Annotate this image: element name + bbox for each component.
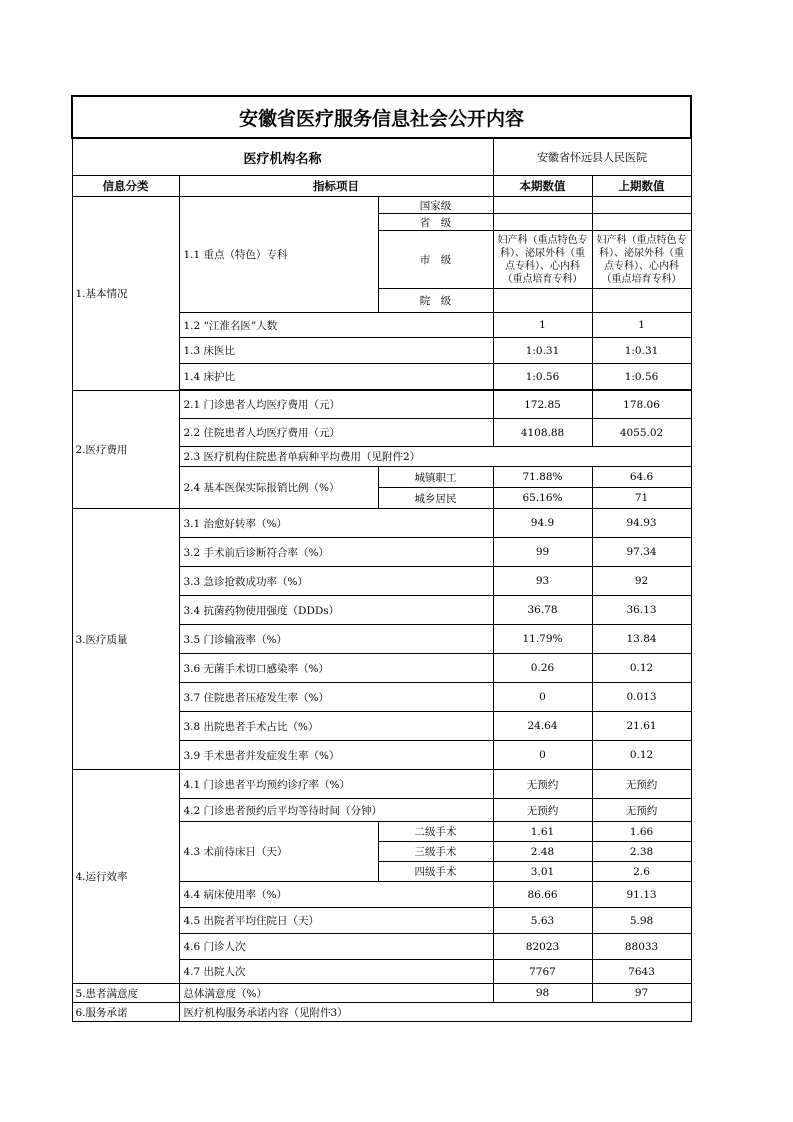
current-value: 3.01 bbox=[493, 862, 592, 882]
category-efficiency: 4.运行效率 bbox=[72, 770, 179, 984]
sublabel: 城乡居民 bbox=[378, 488, 493, 509]
indicator-label: 3.1 治愈好转率（%） bbox=[179, 509, 493, 538]
current-value: 99 bbox=[493, 538, 592, 567]
sublabel: 城镇职工 bbox=[378, 467, 493, 488]
current-value: 妇产科（重点特色专科）、泌尿外科（重点专科）、心内科（重点培育专科） bbox=[497, 234, 588, 285]
indicator-label: 1.3 床医比 bbox=[179, 338, 493, 364]
current-value bbox=[493, 197, 592, 214]
current-value bbox=[493, 289, 592, 313]
institution-label: 医疗机构名称 bbox=[72, 138, 493, 176]
previous-value: 178.06 bbox=[592, 391, 691, 419]
previous-value: 91.13 bbox=[592, 882, 691, 908]
previous-value: 1:0.56 bbox=[592, 364, 691, 390]
current-value: 11.79% bbox=[493, 625, 592, 654]
current-value: 2.48 bbox=[493, 842, 592, 862]
current-value bbox=[493, 214, 592, 231]
indicator-label: 1.4 床护比 bbox=[179, 364, 493, 390]
previous-value: 92 bbox=[592, 567, 691, 596]
current-value: 0 bbox=[493, 683, 592, 712]
current-value: 94.9 bbox=[493, 509, 592, 538]
previous-value: 71 bbox=[592, 488, 691, 509]
category-satisfaction: 5.患者满意度 bbox=[72, 984, 179, 1003]
indicator-label: 3.5 门诊输液率（%） bbox=[179, 625, 493, 654]
indicator-label: 4.5 出院者平均住院日（天） bbox=[179, 908, 493, 934]
institution-name: 安徽省怀远县人民医院 bbox=[493, 138, 691, 176]
previous-value: 2.38 bbox=[592, 842, 691, 862]
header-current: 本期数值 bbox=[493, 176, 592, 197]
indicator-label: 4.1 门诊患者平均预约诊疗率（%） bbox=[179, 770, 493, 799]
previous-value: 0.12 bbox=[592, 654, 691, 683]
current-value: 1:0.56 bbox=[493, 364, 592, 390]
current-value: 7767 bbox=[493, 960, 592, 984]
title-row bbox=[72, 96, 691, 138]
current-value: 82023 bbox=[493, 934, 592, 960]
previous-value: 97.34 bbox=[592, 538, 691, 567]
sublabel: 二级手术 bbox=[378, 822, 493, 842]
current-value: 65.16% bbox=[493, 488, 592, 509]
previous-value: 0.013 bbox=[592, 683, 691, 712]
previous-value: 36.13 bbox=[592, 596, 691, 625]
indicator-label: 医疗机构服务承诺内容（见附件3） bbox=[179, 1003, 691, 1022]
previous-value: 13.84 bbox=[592, 625, 691, 654]
indicator-label: 2.3 医疗机构住院患者单病种平均费用（见附件2） bbox=[179, 447, 691, 467]
current-value: 1.61 bbox=[493, 822, 592, 842]
sublabel: 四级手术 bbox=[378, 862, 493, 882]
category-basic: 1.基本情况 bbox=[72, 197, 179, 391]
indicator-label: 4.3 术前待床日（天） bbox=[179, 822, 378, 882]
category-quality: 3.医疗质量 bbox=[72, 509, 179, 770]
indicator-label: 3.3 急诊抢救成功率（%） bbox=[179, 567, 493, 596]
table-row bbox=[72, 984, 691, 1003]
disclosure-table bbox=[71, 95, 692, 1022]
sublabel: 市 级 bbox=[378, 231, 493, 289]
current-value: 172.85 bbox=[493, 391, 592, 419]
indicator-label: 3.2 手术前后诊断符合率（%） bbox=[179, 538, 493, 567]
current-value: 无预约 bbox=[493, 799, 592, 822]
current-value: 86.66 bbox=[493, 882, 592, 908]
indicator-label: 3.6 无菌手术切口感染率（%） bbox=[179, 654, 493, 683]
indicator-label: 4.2 门诊患者预约后平均等待时间（分钟） bbox=[179, 799, 493, 822]
current-value: 93 bbox=[493, 567, 592, 596]
indicator-label: 2.1 门诊患者人均医疗费用（元） bbox=[179, 391, 493, 419]
sublabel: 国家级 bbox=[378, 197, 493, 214]
current-value: 5.63 bbox=[493, 908, 592, 934]
current-value: 无预约 bbox=[493, 770, 592, 799]
table-row bbox=[72, 770, 691, 799]
indicator-label: 4.4 病床使用率（%） bbox=[179, 882, 493, 908]
current-value: 36.78 bbox=[493, 596, 592, 625]
current-value: 4108.88 bbox=[493, 419, 592, 447]
disclosure-sheet bbox=[71, 95, 690, 1022]
previous-value: 0.12 bbox=[592, 741, 691, 770]
indicator-label: 2.2 住院患者人均医疗费用（元） bbox=[179, 419, 493, 447]
previous-value: 97 bbox=[592, 984, 691, 1003]
header-previous: 上期数值 bbox=[592, 176, 691, 197]
previous-value: 妇产科（重点特色专科）、泌尿外科（重点专科）、心内科（重点培育专科） bbox=[596, 234, 687, 285]
indicator-label: 3.4 抗菌药物使用强度（DDDs） bbox=[179, 596, 493, 625]
indicator-label: 3.7 住院患者压疮发生率（%） bbox=[179, 683, 493, 712]
previous-value bbox=[592, 289, 691, 313]
previous-value: 5.98 bbox=[592, 908, 691, 934]
header-row bbox=[72, 176, 691, 197]
sublabel: 院 级 bbox=[378, 289, 493, 313]
table-row bbox=[72, 197, 691, 214]
current-value: 98 bbox=[493, 984, 592, 1003]
header-category: 信息分类 bbox=[72, 176, 179, 197]
previous-value: 2.6 bbox=[592, 862, 691, 882]
category-cost: 2.医疗费用 bbox=[72, 391, 179, 509]
previous-value: 64.6 bbox=[592, 467, 691, 488]
indicator-label: 1.2 “江淮名医”人数 bbox=[179, 313, 493, 338]
previous-value: 1 bbox=[592, 313, 691, 338]
previous-value: 1:0.31 bbox=[592, 338, 691, 364]
previous-value: 4055.02 bbox=[592, 419, 691, 447]
table-row bbox=[72, 1003, 691, 1022]
current-value: 0.26 bbox=[493, 654, 592, 683]
sublabel: 三级手术 bbox=[378, 842, 493, 862]
previous-value: 无预约 bbox=[592, 770, 691, 799]
previous-value: 7643 bbox=[592, 960, 691, 984]
header-indicator: 指标项目 bbox=[179, 176, 493, 197]
table-row bbox=[72, 509, 691, 538]
institution-row bbox=[72, 138, 691, 176]
page-title: 安徽省医疗服务信息社会公开内容 bbox=[72, 96, 691, 138]
current-value: 24.64 bbox=[493, 712, 592, 741]
indicator-label: 3.9 手术患者并发症发生率（%） bbox=[179, 741, 493, 770]
indicator-label: 1.1 重点（特色）专科 bbox=[179, 197, 378, 313]
indicator-label: 3.8 出院患者手术占比（%） bbox=[179, 712, 493, 741]
previous-value: 94.93 bbox=[592, 509, 691, 538]
indicator-label: 2.4 基本医保实际报销比例（%） bbox=[179, 467, 378, 509]
previous-value: 无预约 bbox=[592, 799, 691, 822]
current-value: 71.88% bbox=[493, 467, 592, 488]
previous-value: 1.66 bbox=[592, 822, 691, 842]
previous-value: 88033 bbox=[592, 934, 691, 960]
current-value: 1 bbox=[493, 313, 592, 338]
table-row bbox=[72, 391, 691, 419]
previous-value bbox=[592, 214, 691, 231]
indicator-label: 4.7 出院人次 bbox=[179, 960, 493, 984]
indicator-label: 4.6 门诊人次 bbox=[179, 934, 493, 960]
previous-value bbox=[592, 197, 691, 214]
previous-value: 21.61 bbox=[592, 712, 691, 741]
category-commitment: 6.服务承诺 bbox=[72, 1003, 179, 1022]
current-value: 0 bbox=[493, 741, 592, 770]
sublabel: 省 级 bbox=[378, 214, 493, 231]
indicator-label: 总体满意度（%） bbox=[179, 984, 493, 1003]
current-value: 1:0.31 bbox=[493, 338, 592, 364]
